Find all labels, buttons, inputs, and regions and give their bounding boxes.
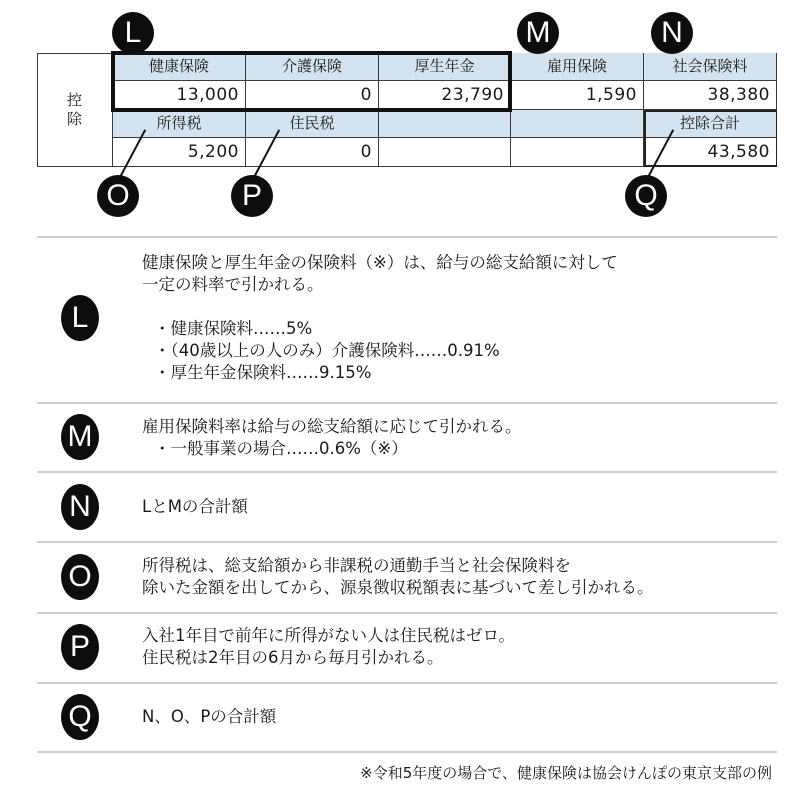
- badge-m-icon: M: [517, 12, 559, 54]
- header-resident-tax: 住民税: [246, 110, 379, 138]
- header-income-tax: 所得税: [113, 110, 246, 138]
- divider: [37, 751, 777, 753]
- divider: [37, 682, 777, 684]
- legend-badge-m-icon: M: [61, 414, 99, 460]
- value-nursing-insurance: 0: [246, 81, 379, 110]
- explanation-o-line: 除いた金額を出してから、源泉徴収税額表に基づいて差し引かれる。: [142, 578, 654, 597]
- divider: [37, 471, 777, 473]
- explanation-m-bullet: ・一般事業の場合……0.6%（※）: [154, 439, 408, 458]
- badge-n-icon: N: [651, 12, 693, 54]
- legend-badge-o-icon: O: [61, 554, 99, 600]
- divider: [37, 612, 777, 614]
- badge-o-icon: O: [97, 175, 139, 217]
- badge-l-icon: L: [112, 12, 154, 54]
- side-label-char: 控: [66, 91, 82, 109]
- explanation-p-line: 住民税は2年目の6月から毎月引かれる。: [142, 648, 444, 667]
- header-empty-2: [511, 110, 644, 138]
- value-empty-2: [511, 138, 644, 166]
- explanation-q-line: N、O、Pの合計額: [142, 707, 277, 726]
- explanation-l: [142, 252, 618, 384]
- divider: [37, 236, 777, 238]
- footnote: ※令和5年度の場合で、健康保険は協会けんぽの東京支部の例: [360, 764, 772, 782]
- legend-badge-l-icon: L: [61, 295, 99, 341]
- value-employment-insurance: 1,590: [511, 81, 644, 110]
- header-nursing-insurance: 介護保険: [246, 53, 379, 81]
- explanation-o-line: 所得税は、総支給額から非課税の通勤手当と社会保険料を: [142, 556, 571, 575]
- legend-badge-n-icon: N: [61, 484, 99, 530]
- value-income-tax: 5,200: [113, 138, 246, 166]
- explanation-l-line: 健康保険と厚生年金の保険料（※）は、給与の総支給額に対して: [142, 253, 618, 272]
- explanation-l-bullet: ・（40歳以上の人のみ）介護保険料……0.91%: [154, 341, 500, 360]
- legend-badge-p-icon: P: [61, 624, 99, 670]
- explanation-p: [142, 625, 515, 669]
- explanation-l-bullet: ・厚生年金保険料……9.15%: [154, 363, 372, 382]
- explanation-n: [142, 496, 248, 518]
- header-social-insurance-total: 社会保険料: [644, 53, 776, 81]
- legend-badge-q-icon: Q: [61, 694, 99, 740]
- value-deduction-total: 43,580: [644, 138, 776, 166]
- header-pension: 厚生年金: [379, 53, 511, 81]
- badge-p-icon: P: [231, 175, 273, 217]
- value-pension: 23,790: [379, 81, 511, 110]
- badge-q-icon: Q: [625, 175, 667, 217]
- value-empty-1: [379, 138, 511, 166]
- value-social-insurance-total: 38,380: [644, 81, 776, 110]
- explanation-n-line: LとMの合計額: [142, 497, 248, 516]
- explanation-p-line: 入社1年目で前年に所得がない人は住民税はゼロ。: [142, 626, 515, 645]
- explanation-m: [142, 416, 522, 460]
- explanation-q: [142, 706, 276, 728]
- value-health-insurance: 13,000: [113, 81, 246, 110]
- value-resident-tax: 0: [246, 138, 379, 166]
- explanation-m-line: 雇用保険料率は給与の総支給額に応じて引かれる。: [142, 417, 522, 436]
- header-deduction-total: 控除合計: [644, 110, 776, 138]
- divider: [37, 541, 777, 543]
- divider: [37, 402, 777, 404]
- explanation-l-bullet: ・健康保険料……5%: [154, 319, 313, 338]
- header-employment-insurance: 雇用保険: [511, 53, 644, 81]
- deduction-side-label: [37, 53, 113, 167]
- header-empty-1: [379, 110, 511, 138]
- header-health-insurance: 健康保険: [113, 53, 246, 81]
- explanation-o: [142, 555, 654, 599]
- explanation-l-line: 一定の料率で引かれる。: [142, 275, 324, 294]
- side-label-char: 除: [66, 110, 82, 128]
